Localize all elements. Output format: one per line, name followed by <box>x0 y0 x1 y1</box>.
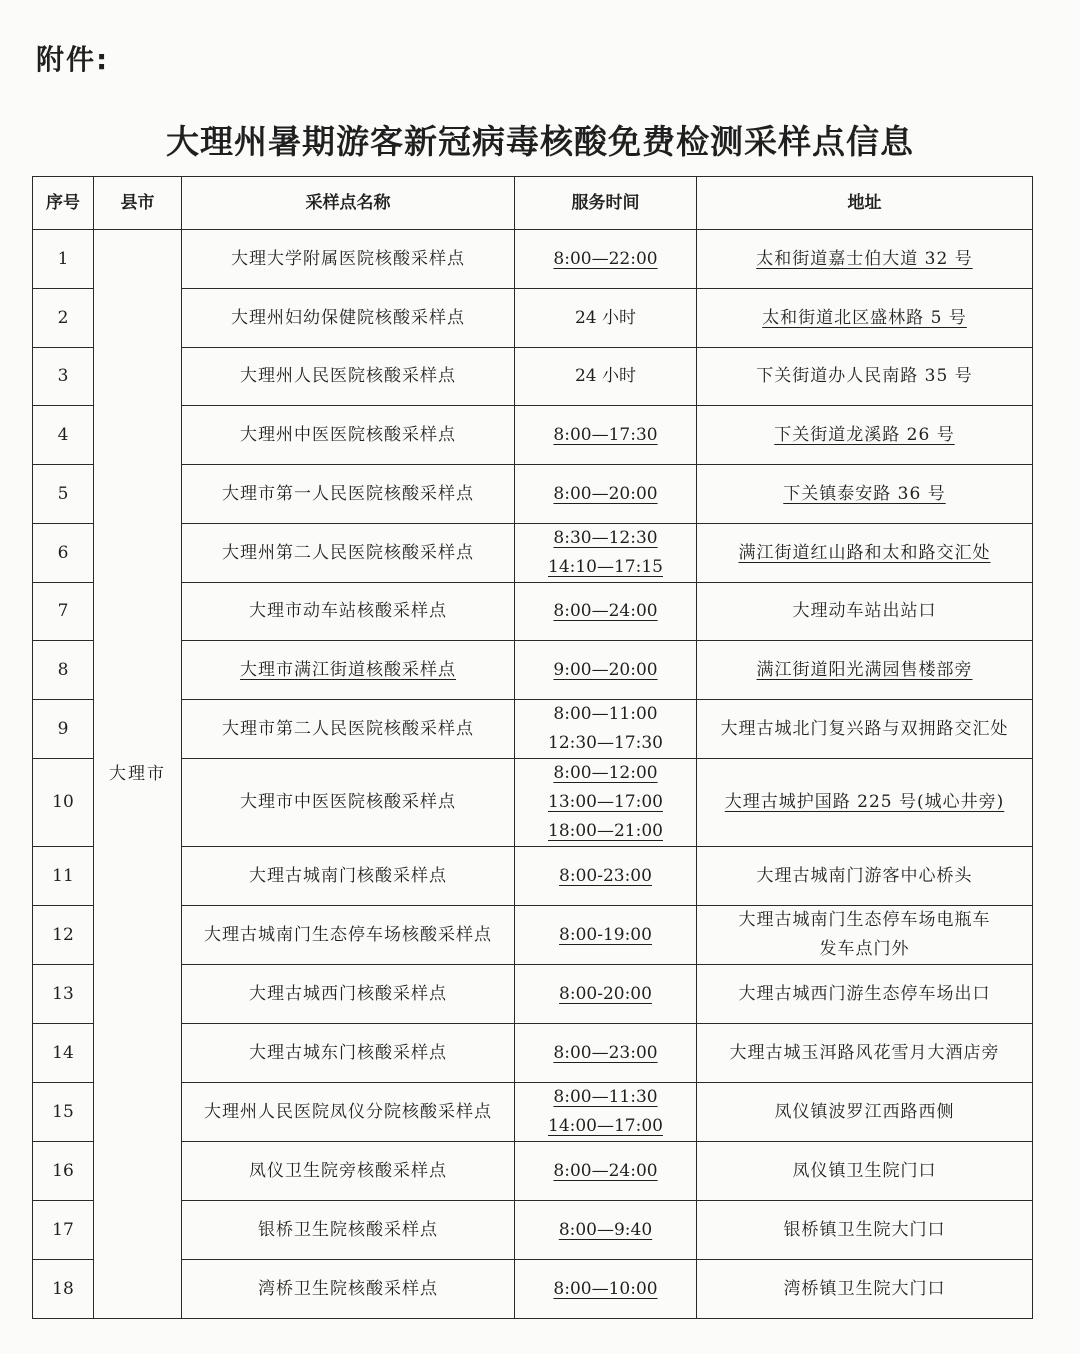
address-line: 大理古城北门复兴路与双拥路交汇处 <box>720 718 1009 739</box>
service-time-range: 12:30—17:30 <box>548 733 663 753</box>
site-name-cell <box>182 1024 515 1083</box>
service-time-range: 8:30—12:30 <box>553 528 658 548</box>
service-time-cell <box>515 465 697 524</box>
county-cell: 大理市 <box>94 230 182 1319</box>
address-line: 下关镇泰安路 36 号 <box>783 483 946 504</box>
service-time-cell <box>515 965 697 1024</box>
row-number: 11 <box>33 847 94 906</box>
service-time-cell <box>515 641 697 700</box>
row-number: 5 <box>33 465 94 524</box>
site-name-cell <box>182 583 515 641</box>
address-line: 大理古城南门生态停车场电瓶车 <box>738 910 991 930</box>
address-line: 大理古城南门游客中心桥头 <box>756 865 973 886</box>
site-name-cell <box>182 1083 515 1142</box>
service-time-cell <box>515 906 697 965</box>
row-number: 1 <box>33 230 94 289</box>
address-line: 发车点门外 <box>819 939 910 959</box>
address-line: 大理古城玉洱路风花雪月大酒店旁 <box>729 1042 1000 1063</box>
attachment-label: 附件: <box>36 43 110 76</box>
site-name-cell <box>182 1142 515 1201</box>
address-cell <box>697 1142 1033 1201</box>
address-line: 大理古城护国路 225 号(城心井旁) <box>724 792 1005 812</box>
service-time-range: 8:00—17:30 <box>553 424 658 445</box>
service-time-cell <box>515 847 697 906</box>
address-cell <box>697 906 1033 965</box>
service-time-cell <box>515 406 697 465</box>
service-time-range: 8:00—22:00 <box>553 248 658 269</box>
row-number: 13 <box>33 965 94 1024</box>
column-header-site-name: 采样点名称 <box>182 177 515 230</box>
site-name: 大理市第二人民医院核酸采样点 <box>222 718 474 739</box>
address-line: 大理古城西门游生态停车场出口 <box>738 983 991 1004</box>
service-time-cell <box>515 1083 697 1142</box>
row-number: 9 <box>33 700 94 759</box>
address-cell <box>697 406 1033 465</box>
address-cell <box>697 1083 1033 1142</box>
service-time-cell <box>515 524 697 583</box>
address-line: 湾桥镇卫生院大门口 <box>783 1278 946 1299</box>
service-time-cell <box>515 348 697 406</box>
table-row <box>33 230 1033 289</box>
column-header-no: 序号 <box>33 177 94 230</box>
address-line: 下关街道办人民南路 35 号 <box>756 366 973 386</box>
table-row <box>33 1142 1033 1201</box>
service-time-cell <box>515 230 697 289</box>
service-time-range: 8:00—23:00 <box>553 1042 658 1063</box>
address-cell <box>697 230 1033 289</box>
service-time-cell <box>515 700 697 759</box>
row-number: 6 <box>33 524 94 583</box>
address-line: 太和街道嘉士伯大道 32 号 <box>756 248 973 269</box>
site-name: 湾桥卫生院核酸采样点 <box>258 1278 438 1299</box>
service-time-range: 13:00—17:00 <box>548 792 663 812</box>
table-row <box>33 406 1033 465</box>
table-row <box>33 1201 1033 1260</box>
address-cell <box>697 1260 1033 1319</box>
site-name: 大理市动车站核酸采样点 <box>249 601 447 621</box>
address-line: 凤仪镇波罗江西路西侧 <box>774 1101 955 1122</box>
site-name: 大理古城东门核酸采样点 <box>249 1042 447 1063</box>
site-name: 大理州人民医院核酸采样点 <box>240 366 456 386</box>
site-name-cell <box>182 230 515 289</box>
service-time-range: 8:00—24:00 <box>553 1160 658 1181</box>
site-name: 大理市满江街道核酸采样点 <box>240 659 456 680</box>
address-cell <box>697 965 1033 1024</box>
site-name-cell <box>182 465 515 524</box>
site-name: 大理古城南门生态停车场核酸采样点 <box>204 924 492 945</box>
site-name-cell <box>182 906 515 965</box>
sampling-sites-table <box>32 176 1033 1319</box>
address-cell <box>697 1201 1033 1260</box>
row-number: 16 <box>33 1142 94 1201</box>
site-name-cell <box>182 965 515 1024</box>
table-row <box>33 465 1033 524</box>
address-cell <box>697 759 1033 847</box>
site-name-cell <box>182 1201 515 1260</box>
address-line: 凤仪镇卫生院门口 <box>792 1160 937 1181</box>
table-row <box>33 583 1033 641</box>
row-number: 4 <box>33 406 94 465</box>
service-time-range: 8:00—11:00 <box>553 704 658 724</box>
site-name: 大理古城西门核酸采样点 <box>249 983 447 1004</box>
site-name: 大理州中医医院核酸采样点 <box>240 424 456 445</box>
address-line: 满江街道红山路和太和路交汇处 <box>738 542 991 563</box>
row-number: 12 <box>33 906 94 965</box>
service-time-cell <box>515 1260 697 1319</box>
site-name: 大理古城南门核酸采样点 <box>249 865 447 886</box>
table-row <box>33 700 1033 759</box>
table-row <box>33 1260 1033 1319</box>
site-name-cell <box>182 1260 515 1319</box>
address-cell <box>697 348 1033 406</box>
service-time-range: 18:00—21:00 <box>548 821 663 841</box>
service-time-cell <box>515 1024 697 1083</box>
table-row <box>33 965 1033 1024</box>
table-row <box>33 1024 1033 1083</box>
address-line: 太和街道北区盛林路 5 号 <box>762 307 967 328</box>
site-name-cell <box>182 641 515 700</box>
table-row <box>33 524 1033 583</box>
table-header-row <box>33 177 1033 230</box>
service-time-range: 14:10—17:15 <box>548 557 663 577</box>
service-time-cell <box>515 1142 697 1201</box>
column-header-county: 县市 <box>94 177 182 230</box>
service-time-range: 8:00-23:00 <box>559 865 652 886</box>
service-time-range: 8:00—24:00 <box>553 601 658 621</box>
site-name-cell <box>182 524 515 583</box>
service-time-range: 8:00—11:30 <box>553 1087 658 1107</box>
address-cell <box>697 847 1033 906</box>
service-time-range: 8:00—10:00 <box>553 1278 658 1299</box>
site-name-cell <box>182 700 515 759</box>
row-number: 17 <box>33 1201 94 1260</box>
service-time-range: 8:00—9:40 <box>558 1219 653 1240</box>
table-row <box>33 759 1033 847</box>
service-time-cell <box>515 289 697 348</box>
address-cell <box>697 1024 1033 1083</box>
site-name-cell <box>182 847 515 906</box>
site-name: 大理市第一人民医院核酸采样点 <box>222 483 474 504</box>
site-name: 大理州第二人民医院核酸采样点 <box>222 542 474 563</box>
row-number: 3 <box>33 348 94 406</box>
row-number: 8 <box>33 641 94 700</box>
document-title: 大理州暑期游客新冠病毒核酸免费检测采样点信息 <box>166 122 914 161</box>
site-name: 凤仪卫生院旁核酸采样点 <box>249 1160 447 1181</box>
service-time-cell <box>515 759 697 847</box>
service-time-cell <box>515 583 697 641</box>
service-time-range: 9:00—20:00 <box>553 659 658 680</box>
table-row <box>33 348 1033 406</box>
site-name: 大理州妇幼保健院核酸采样点 <box>231 307 465 328</box>
table-body <box>33 230 1033 1319</box>
service-time-range: 14:00—17:00 <box>548 1116 663 1136</box>
column-header-address: 地址 <box>697 177 1033 230</box>
address-cell <box>697 583 1033 641</box>
address-line: 下关街道龙溪路 26 号 <box>774 424 955 445</box>
service-time-range: 8:00—12:00 <box>553 763 658 783</box>
site-name-cell <box>182 759 515 847</box>
table-row <box>33 847 1033 906</box>
service-time-range: 24 小时 <box>574 366 637 386</box>
site-name: 大理市中医医院核酸采样点 <box>240 792 456 812</box>
row-number: 7 <box>33 583 94 641</box>
address-line: 满江街道阳光满园售楼部旁 <box>756 659 973 680</box>
row-number: 14 <box>33 1024 94 1083</box>
site-name-cell <box>182 406 515 465</box>
site-name: 大理大学附属医院核酸采样点 <box>231 248 465 269</box>
site-name: 银桥卫生院核酸采样点 <box>258 1219 438 1240</box>
address-cell <box>697 524 1033 583</box>
service-time-range: 8:00—20:00 <box>553 483 658 504</box>
table-row <box>33 906 1033 965</box>
address-cell <box>697 465 1033 524</box>
row-number: 15 <box>33 1083 94 1142</box>
row-number: 18 <box>33 1260 94 1319</box>
column-header-service-time: 服务时间 <box>515 177 697 230</box>
site-name-cell <box>182 289 515 348</box>
row-number: 10 <box>33 759 94 847</box>
service-time-range: 24 小时 <box>574 307 637 328</box>
site-name-cell <box>182 348 515 406</box>
address-line: 大理动车站出站口 <box>792 601 937 621</box>
address-cell <box>697 289 1033 348</box>
site-name: 大理州人民医院凤仪分院核酸采样点 <box>204 1101 492 1122</box>
table-row <box>33 1083 1033 1142</box>
row-number: 2 <box>33 289 94 348</box>
table-row <box>33 289 1033 348</box>
address-cell <box>697 641 1033 700</box>
address-line: 银桥镇卫生院大门口 <box>783 1219 946 1240</box>
service-time-range: 8:00-19:00 <box>559 924 652 945</box>
service-time-range: 8:00-20:00 <box>559 983 652 1004</box>
address-cell <box>697 700 1033 759</box>
service-time-cell <box>515 1201 697 1260</box>
table-row <box>33 641 1033 700</box>
